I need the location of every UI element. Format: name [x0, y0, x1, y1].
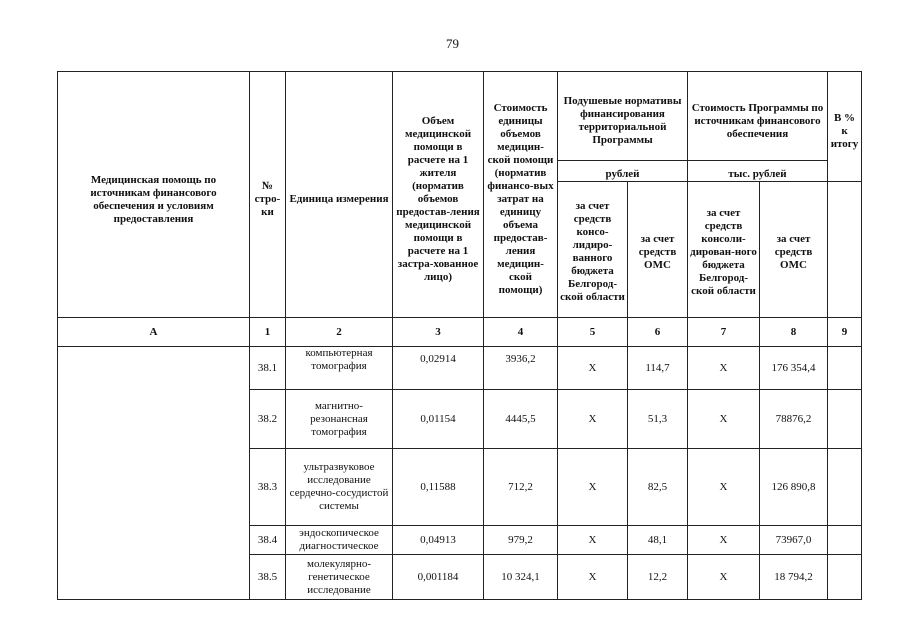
header-row-number: № стро-ки — [250, 72, 286, 318]
header-unit-rubles: рублей — [558, 161, 688, 182]
row-budget-norm: X — [558, 449, 628, 526]
row-budget-norm: X — [558, 347, 628, 390]
header-per-capita-norms: Подушевые нормативы финансирования территориальной Программы — [558, 72, 688, 161]
row-percent — [828, 347, 862, 390]
row-percent — [828, 449, 862, 526]
row-volume: 0,01154 — [393, 390, 484, 449]
row-percent — [828, 555, 862, 600]
row-unit: компьютерная томография — [286, 347, 393, 390]
row-oms-norm: 82,5 — [628, 449, 688, 526]
header-care-type: Медицинская помощь по источникам финансового обеспечения и условиям предоставления — [58, 72, 250, 318]
row-unit: магнитно-резонансная томография — [286, 390, 393, 449]
row-unit: эндоскопическое диагностическое — [286, 526, 393, 555]
column-index-4: 4 — [484, 318, 558, 347]
row-budget-total: X — [688, 555, 760, 600]
column-index-2: 2 — [286, 318, 393, 347]
column-index-5: 5 — [558, 318, 628, 347]
column-index-row — [58, 318, 862, 347]
header-volume: Объем медицинской помощи в расчете на 1 жителя (норматив объемов предостав-ления медицинской помощи в расчете на 1 застра-хованное лицо) — [393, 72, 484, 318]
row-volume: 0,04913 — [393, 526, 484, 555]
row-oms-total: 78876,2 — [760, 390, 828, 449]
row-volume: 0,11588 — [393, 449, 484, 526]
table-row — [58, 347, 862, 390]
header-program-cost: Стоимость Программы по источникам финансового обеспечения — [688, 72, 828, 161]
header-oms-total: за счет средств ОМС — [760, 182, 828, 318]
header-row-1 — [58, 72, 862, 161]
row-budget-total: X — [688, 449, 760, 526]
header-oms-norm: за счет средств ОМС — [628, 182, 688, 318]
row-unit-cost: 3936,2 — [484, 347, 558, 390]
row-unit: ультразвуковое исследование сердечно-сосудистой системы — [286, 449, 393, 526]
column-index-7: 7 — [688, 318, 760, 347]
row-oms-total: 18 794,2 — [760, 555, 828, 600]
row-budget-norm: X — [558, 390, 628, 449]
row-unit: молекулярно-генетическое исследование — [286, 555, 393, 600]
row-number: 38.2 — [250, 390, 286, 449]
column-index-8: 8 — [760, 318, 828, 347]
row-budget-norm: X — [558, 555, 628, 600]
row-number: 38.3 — [250, 449, 286, 526]
header-budget-norm: за счет средств консо-лидиро-ванного бюджета Белгород-ской области — [558, 182, 628, 318]
row-oms-norm: 12,2 — [628, 555, 688, 600]
column-index-9: 9 — [828, 318, 862, 347]
row-oms-norm: 48,1 — [628, 526, 688, 555]
financing-table — [57, 71, 862, 600]
header-percent: В % к итогу — [828, 72, 862, 182]
row-number: 38.5 — [250, 555, 286, 600]
care-type-cell — [58, 347, 250, 600]
row-oms-total: 126 890,8 — [760, 449, 828, 526]
row-unit-cost: 4445,5 — [484, 390, 558, 449]
row-budget-norm: X — [558, 526, 628, 555]
page-number: 79 — [446, 36, 459, 51]
row-unit-cost: 979,2 — [484, 526, 558, 555]
header-unit-thousand-rubles: тыс. рублей — [688, 161, 828, 182]
row-number: 38.4 — [250, 526, 286, 555]
column-index-a: А — [58, 318, 250, 347]
row-oms-norm: 51,3 — [628, 390, 688, 449]
column-index-3: 3 — [393, 318, 484, 347]
row-volume: 0,02914 — [393, 347, 484, 390]
row-budget-total: X — [688, 347, 760, 390]
row-unit-cost: 10 324,1 — [484, 555, 558, 600]
row-number: 38.1 — [250, 347, 286, 390]
header-budget-total: за счет средств консоли-дирован-ного бюджета Белгород-ской области — [688, 182, 760, 318]
row-budget-total: X — [688, 526, 760, 555]
row-oms-total: 73967,0 — [760, 526, 828, 555]
row-oms-total: 176 354,4 — [760, 347, 828, 390]
row-percent — [828, 390, 862, 449]
header-percent-spacer — [828, 182, 862, 318]
row-volume: 0,001184 — [393, 555, 484, 600]
header-unit-cost: Стоимость единицы объемов медицин-ской помощи (норматив финансо-вых затрат на единицу объема предостав-ления медицин-ской помощи) — [484, 72, 558, 318]
row-oms-norm: 114,7 — [628, 347, 688, 390]
header-unit: Единица измерения — [286, 72, 393, 318]
row-budget-total: X — [688, 390, 760, 449]
column-index-6: 6 — [628, 318, 688, 347]
row-unit-cost: 712,2 — [484, 449, 558, 526]
row-percent — [828, 526, 862, 555]
column-index-1: 1 — [250, 318, 286, 347]
